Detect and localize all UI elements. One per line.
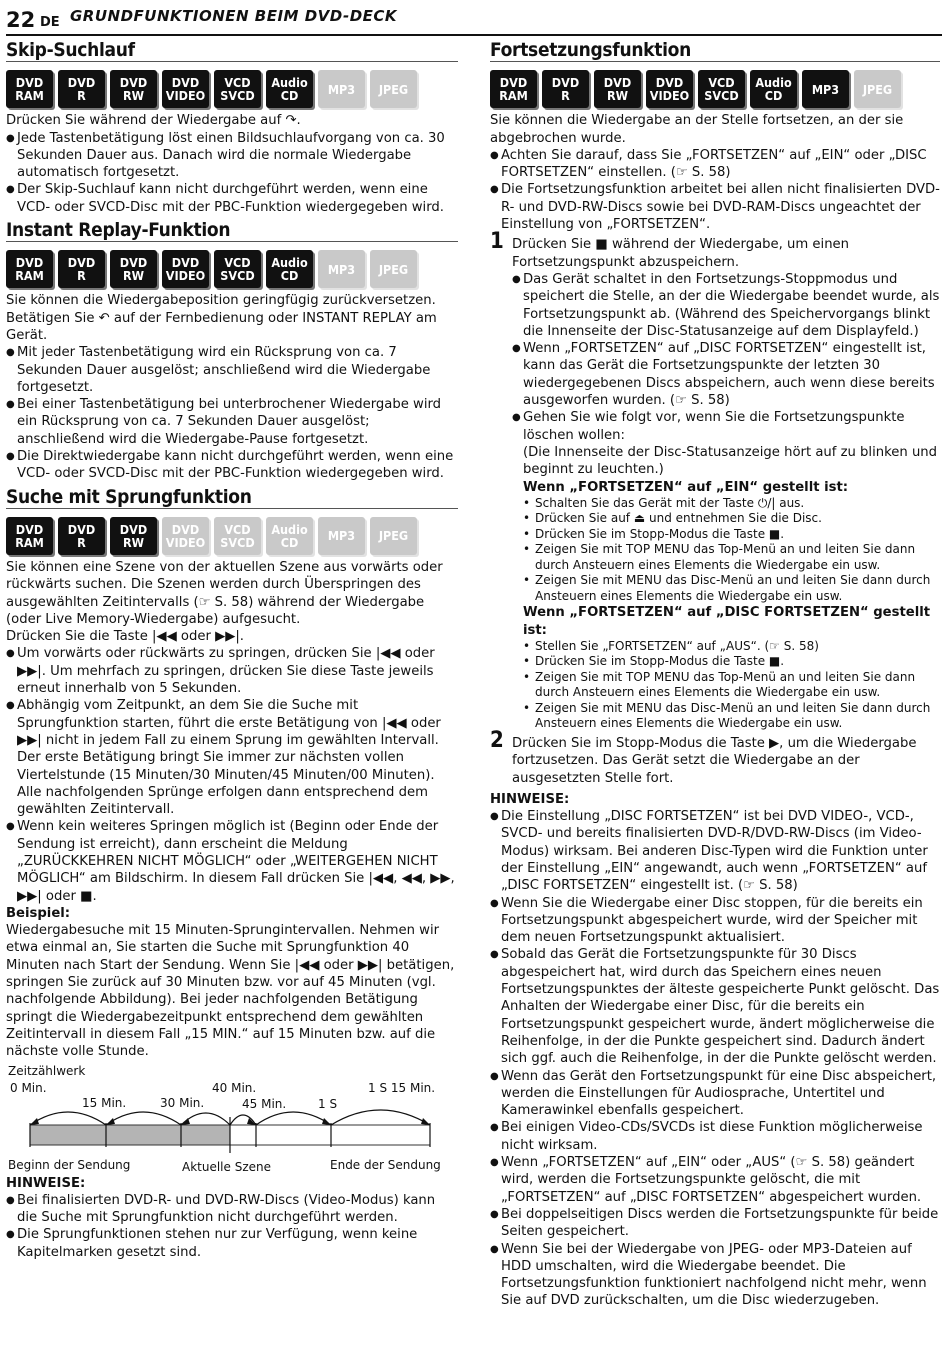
list-item: • Drücken Sie im Stopp-Modus die Taste ■. bbox=[523, 527, 940, 543]
jump-heading: Suche mit Sprungfunktion bbox=[6, 489, 458, 509]
arrow-head bbox=[322, 1118, 331, 1125]
badge-dvd-ram: DVD RAM bbox=[6, 70, 53, 108]
skip-intro: Drücken Sie während der Wiedergabe auf ↷. bbox=[6, 113, 301, 129]
step-1 bbox=[490, 229, 940, 732]
list-item: ● Die Sprungfunktionen stehen nur zur Verfügung, wenn keine Kapitelmarken gesetzt sind. bbox=[6, 1226, 458, 1261]
badge-jpeg: JPEG bbox=[370, 70, 417, 108]
example-text: Wiedergabesuche mit 15 Minuten-Sprungintervallen. Nehmen wir etwa einmal an, Sie starten die Suche mit Sprungfunktion 40 Minuten nach Start der Sendung. Wenn Sie |◀◀ oder ▶▶| betätigen, springen Sie zurück auf 30 Minuten bzw. vor auf 45 Minuten (vgl. nachfolgende Abbildung). Bei jeder nachfolgenden Betätigung springt die Wiedergabezeitpunkt entsprechend dem gewählten Zeitintervall in diesem Fall „15 MIN.“ auf 15 Minuten bzw. auf die nächste volle Stunde. bbox=[6, 923, 455, 1060]
badge-audio-cd: Audio CD bbox=[750, 70, 797, 108]
badge-dvd-video: DVD VIDEO bbox=[646, 70, 693, 108]
disc-resume-items bbox=[523, 639, 940, 732]
list-item: ● Bei einigen Video-CDs/SVCDs ist diese Funktion möglicherweise nicht wirksam. bbox=[490, 1119, 940, 1154]
list-item: ● Um vorwärts oder rückwärts zu springen, drücken Sie |◀◀ oder ▶▶|. Um mehrfach zu springen, drücken Sie diese Taste jeweils erneut innerhalb von 5 Sekunden. bbox=[6, 645, 458, 697]
badge-audio-cd: Audio CD bbox=[266, 517, 313, 555]
skip-heading: Skip-Suchlauf bbox=[6, 42, 458, 62]
list-item: • Zeigen Sie mit MENU das Disc-Menü an und leiten Sie dann durch Ansteuern eines Elements die Wiedergabe ein usw. bbox=[523, 573, 940, 604]
jump-arc bbox=[30, 1112, 106, 1125]
arrow-head bbox=[421, 1118, 430, 1125]
badge-dvd-rw: DVD RW bbox=[110, 70, 157, 108]
badge-vcd-svcd: VCD SVCD bbox=[214, 250, 261, 288]
resume-notes-heading: HINWEISE: bbox=[490, 791, 570, 807]
list-item: ● Das Gerät schaltet in den Fortsetzungs-Stoppmodus und speichert die Stelle, an der die Wiedergabe beendet wurde, als Fortsetzungspunkt ab. (Während des Speichervorgangs blinkt die Innenseite der Disc-Statusanzeige auf dem Displayfeld.) bbox=[512, 271, 940, 340]
replay-heading: Instant Replay-Funktion bbox=[6, 222, 458, 242]
list-item: ● Bei einer Tastenbetätigung bei unterbrochener Wiedergabe wird ein Rücksprung von ca. 7 Sekunden Dauer ausgelöst; anschließend wird die Wiedergabe-Pause fortgesetzt. bbox=[6, 396, 458, 448]
badge-vcd-svcd: VCD SVCD bbox=[214, 517, 261, 555]
jump-diagram bbox=[6, 1063, 446, 1175]
list-item: • Zeigen Sie mit TOP MENU das Top-Menü an und leiten Sie dann durch Ansteuern eines Elements die Wiedergabe ein usw. bbox=[523, 542, 940, 573]
list-item: ● Sobald das Gerät die Fortsetzungspunkte für 30 Discs abgespeichert hat, wird durch das Speichern eines neuen Fortsetzungspunktes der älteste gespeicherte Punkt gelöscht. Das Anhalten der Wiedergabe einer Disc, für die bereits ein Fortsetzungspunkt gespeichert wurde, ändert möglicherweise die Reihenfolge, in der die Punkte gespeichert sind. Dadurch ändert sich ggf. auch die Reihenfolge, in der die Punkte gelöscht werden. bbox=[490, 946, 940, 1067]
list-item: ● Gehen Sie wie folgt vor, wenn Sie die Fortsetzungspunkte löschen wollen: bbox=[512, 409, 940, 444]
badge-dvd-r: DVD R bbox=[58, 250, 105, 288]
badge-jpeg: JPEG bbox=[370, 517, 417, 555]
jump-arc bbox=[106, 1112, 181, 1125]
list-item: ● Die Einstellung „DISC FORTSETZEN“ ist bei DVD VIDEO-, VCD-, SVCD- und bereits finalisierten DVD-R/DVD-RW-Discs (im Video-Modus) wirksam. Bei anderen Disc-Typen wird die Funktion unter der Einstellung „EIN“ angewandt, auch wenn „FORTSETZEN“ auf „DISC FORTSETZEN“ eingestellt ist. (☞ S. 58) bbox=[490, 808, 940, 894]
badge-dvd-r: DVD R bbox=[542, 70, 589, 108]
diagram-label-30min: 30 Min. bbox=[160, 1095, 205, 1110]
badge-dvd-rw: DVD RW bbox=[110, 250, 157, 288]
list-item: • Zeigen Sie mit MENU das Disc-Menü an und leiten Sie dann durch Ansteuern eines Elements die Wiedergabe ein usw. bbox=[523, 701, 940, 732]
list-item: • Drücken Sie im Stopp-Modus die Taste ■. bbox=[523, 654, 940, 670]
diagram-label-1h15: 1 S 15 Min. bbox=[368, 1080, 436, 1095]
resume-notes bbox=[490, 808, 940, 1310]
list-item: ● Jede Tastenbetätigung löst einen Bildsuchlaufvorgang von ca. 30 Sekunden Dauer aus. Danach wird die normale Wiedergabe automatisch fortgesetzt. bbox=[6, 130, 458, 182]
list-item: ● Abhängig vom Zeitpunkt, an dem Sie die Suche mit Sprungfunktion starten, führt die erste Betätigung von |◀◀ oder ▶▶| nicht in jedem Fall zu einem Sprung im gewählten Intervall. Der erste Betätigung bringt Sie immer zur nächsten vollen Viertelstunde (15 Minuten/30 Minuten/45 Minuten/00 Minuten). Alle nachfolgenden Sprünge erfolgen dann entsprechend dem gewählten Zeitintervall. bbox=[6, 697, 458, 818]
list-item: ● Wenn Sie die Wiedergabe einer Disc stoppen, für die bereits ein Fortsetzungspunkt abgespeichert wurde, wird der Speicher mit dem neuen Fortsetzungspunkt aktualisiert. bbox=[490, 895, 940, 947]
diagram-label-1h: 1 S bbox=[318, 1096, 338, 1111]
language-code: DE bbox=[40, 15, 60, 30]
resume-intro: Sie können die Wiedergabe an der Stelle fortsetzen, an der sie abgebrochen wurde. bbox=[490, 113, 904, 146]
resume-bullets bbox=[490, 147, 940, 233]
jump-press: Drücken Sie die Taste |◀◀ oder ▶▶|. bbox=[6, 629, 244, 645]
list-item: • Drücken Sie auf ⏏ und entnehmen Sie die Disc. bbox=[523, 511, 940, 527]
badge-mp3: MP3 bbox=[318, 517, 365, 555]
step-number: 1 bbox=[490, 229, 504, 255]
replay-bullets bbox=[6, 344, 458, 482]
clear-note: (Die Innenseite der Disc-Statusanzeige hört auf zu blinken und beginnt zu leuchten.) bbox=[523, 444, 938, 478]
badge-dvd-r: DVD R bbox=[58, 70, 105, 108]
jump-arc bbox=[256, 1112, 331, 1125]
timeline-played-bar bbox=[30, 1125, 230, 1145]
jump-arc bbox=[331, 1110, 430, 1125]
badge-dvd-r: DVD R bbox=[58, 517, 105, 555]
timeline-remaining-bar bbox=[230, 1125, 430, 1145]
list-item: ● Mit jeder Tastenbetätigung wird ein Rücksprung von ca. 7 Sekunden Dauer ausgelöst; anschließend wird die Wiedergabe fortgesetzt. bbox=[6, 344, 458, 396]
step-number: 2 bbox=[490, 727, 504, 753]
badge-dvd-video: DVD VIDEO bbox=[162, 250, 209, 288]
list-item: ● Die Fortsetzungsfunktion arbeitet bei allen nicht finalisierten DVD-R- und DVD-RW-Discs sowie bei DVD-RAM-Discs ungeachtet der Einstellung von „FORTSETZEN“. bbox=[490, 181, 940, 233]
badge-audio-cd: Audio CD bbox=[266, 250, 313, 288]
step-2-text: Drücken Sie im Stopp-Modus die Taste ▶, um die Wiedergabe fortzusetzen. Das Gerät setzt die Wiedergabe an der ausgesetzten Stelle fort. bbox=[512, 735, 917, 786]
badge-dvd-ram: DVD RAM bbox=[6, 250, 53, 288]
diagram-label-0min: 0 Min. bbox=[10, 1080, 47, 1095]
ein-heading: Wenn „FORTSETZEN“ auf „EIN“ gestellt ist: bbox=[523, 479, 849, 495]
badge-mp3: MP3 bbox=[318, 70, 365, 108]
disc-badges-jump bbox=[6, 517, 458, 555]
diagram-start-label: Beginn der Sendung bbox=[8, 1157, 131, 1172]
step-1-bullets bbox=[512, 271, 940, 444]
list-item: ● Bei finalisierten DVD-R- und DVD-RW-Discs (Video-Modus) kann die Suche mit Sprungfunktion nicht durchgeführt werden. bbox=[6, 1192, 458, 1227]
list-item: ● Bei doppelseitigen Discs werden die Fortsetzungspunkte für beide Seiten gespeichert. bbox=[490, 1206, 940, 1241]
jump-notes bbox=[6, 1192, 458, 1261]
list-item: ● Wenn kein weiteres Springen möglich ist (Beginn oder Ende der Sendung ist erreicht), dann erscheint die Meldung „ZURÜCKKEHREN NICHT MÖGLICH“ oder „WEITERGEHEN NICHT MÖGLICH“ am Bildschirm. In diesem Fall drücken Sie |◀◀, ◀◀, ▶▶, ▶▶| oder ■. bbox=[6, 818, 458, 904]
list-item: • Schalten Sie das Gerät mit der Taste ⏻/| aus. bbox=[523, 496, 940, 512]
badge-jpeg: JPEG bbox=[854, 70, 901, 108]
chapter-title: GRUNDFUNKTIONEN BEIM DVD-DECK bbox=[70, 7, 398, 25]
badge-dvd-ram: DVD RAM bbox=[490, 70, 537, 108]
diagram-current-label: Aktuelle Szene bbox=[182, 1159, 272, 1174]
arrow-head bbox=[30, 1118, 39, 1125]
page-header bbox=[6, 4, 942, 36]
ein-items bbox=[523, 496, 940, 605]
diagram-label-15min: 15 Min. bbox=[82, 1095, 127, 1110]
jump-bullets bbox=[6, 645, 458, 904]
badge-dvd-ram: DVD RAM bbox=[6, 517, 53, 555]
jump-intro: Sie können eine Szene von der aktuellen Szene aus vorwärts oder rückwärts suchen. Die Szenen werden durch Überspringen des ausgewählten Zeitintervalls (☞ S. 58) während der Wiedergabe (oder Live Memory-Wiedergabe) aufgesucht. bbox=[6, 559, 443, 627]
list-item: ● Wenn das Gerät den Fortsetzungspunkt für eine Disc abspeichert, werden die Einstellungen für Audiosprache, Untertitel und Kamerawinkel ebenfalls gespeichert. bbox=[490, 1068, 940, 1120]
diagram-end-label: Ende der Sendung bbox=[330, 1157, 441, 1172]
jump-notes-heading: HINWEISE: bbox=[6, 1175, 86, 1191]
badge-audio-cd: Audio CD bbox=[266, 70, 313, 108]
clear-instructions bbox=[512, 444, 940, 732]
disc-resume-heading: Wenn „FORTSETZEN“ auf „DISC FORTSETZEN“ gestellt ist: bbox=[523, 605, 931, 638]
badge-vcd-svcd: VCD SVCD bbox=[698, 70, 745, 108]
step-2 bbox=[490, 727, 940, 787]
badge-dvd-rw: DVD RW bbox=[594, 70, 641, 108]
disc-badges-skip bbox=[6, 70, 458, 108]
disc-badges-resume bbox=[490, 70, 940, 108]
badge-jpeg: JPEG bbox=[370, 250, 417, 288]
left-column bbox=[6, 40, 458, 1261]
step-1-text: Drücken Sie ■ während der Wiedergabe, um einen Fortsetzungspunkt abzuspeichern. bbox=[512, 237, 850, 270]
badge-dvd-video: DVD VIDEO bbox=[162, 70, 209, 108]
badge-mp3: MP3 bbox=[802, 70, 849, 108]
list-item: ● Wenn „FORTSETZEN“ auf „EIN“ oder „AUS“ (☞ S. 58) geändert wird, werden die Fortsetzungspunkte gelöscht, die mit „FORTSETZEN“ auf „DISC FORTSETZEN“ abgespeichert wurden. bbox=[490, 1154, 940, 1206]
skip-bullets bbox=[6, 130, 458, 216]
list-item: ● Die Direktwiedergabe kann nicht durchgeführt werden, wenn eine VCD- oder SVCD-Disc mit der PBC-Funktion wiedergegeben wird. bbox=[6, 448, 458, 483]
list-item: ● Wenn Sie bei der Wiedergabe von JPEG- oder MP3-Dateien auf HDD umschalten, wird die Wiedergabe beendet. Die Fortsetzungsfunktion funktioniert nachfolgend nicht mehr, wenn Sie auf DVD zurückschalten, um die Disc wiederzugeben. bbox=[490, 1241, 940, 1310]
badge-dvd-rw: DVD RW bbox=[110, 517, 157, 555]
diagram-label-45min: 45 Min. bbox=[242, 1096, 287, 1111]
example-heading: Beispiel: bbox=[6, 905, 71, 921]
diagram-counter-label: Zeitzählwerk bbox=[8, 1063, 86, 1078]
list-item: ● Achten Sie darauf, dass Sie „FORTSETZEN“ auf „EIN“ oder „DISC FORTSETZEN“ einstellen. (☞ S. 58) bbox=[490, 147, 940, 182]
badge-mp3: MP3 bbox=[318, 250, 365, 288]
resume-heading: Fortsetzungsfunktion bbox=[490, 42, 940, 62]
arrow-head bbox=[106, 1118, 115, 1125]
disc-badges-replay bbox=[6, 250, 458, 288]
list-item: • Stellen Sie „FORTSETZEN“ auf „AUS“. (☞ S. 58) bbox=[523, 639, 940, 655]
diagram-label-40min: 40 Min. bbox=[212, 1080, 257, 1095]
badge-dvd-video: DVD VIDEO bbox=[162, 517, 209, 555]
page-number: 22 bbox=[6, 8, 36, 32]
replay-intro: Sie können die Wiedergabeposition geringfügig zurückversetzen. Betätigen Sie ↶ auf der Fernbedienung oder INSTANT REPLAY am Gerät. bbox=[6, 293, 437, 343]
list-item: ● Der Skip-Suchlauf kann nicht durchgeführt werden, wenn eine VCD- oder SVCD-Disc mit der PBC-Funktion wiedergegeben wird. bbox=[6, 181, 458, 216]
list-item: ● Wenn „FORTSETZEN“ auf „DISC FORTSETZEN“ eingestellt ist, kann das Gerät die Fortsetzungspunkte der letzten 30 wiedergegebenen Discs abspeichern, auch wenn diese bereits ausgeworfen wurden. (☞ S. 58) bbox=[512, 340, 940, 409]
right-column bbox=[490, 40, 940, 1310]
badge-vcd-svcd: VCD SVCD bbox=[214, 70, 261, 108]
list-item: • Zeigen Sie mit TOP MENU das Top-Menü an und leiten Sie dann durch Ansteuern eines Elements die Wiedergabe ein usw. bbox=[523, 670, 940, 701]
